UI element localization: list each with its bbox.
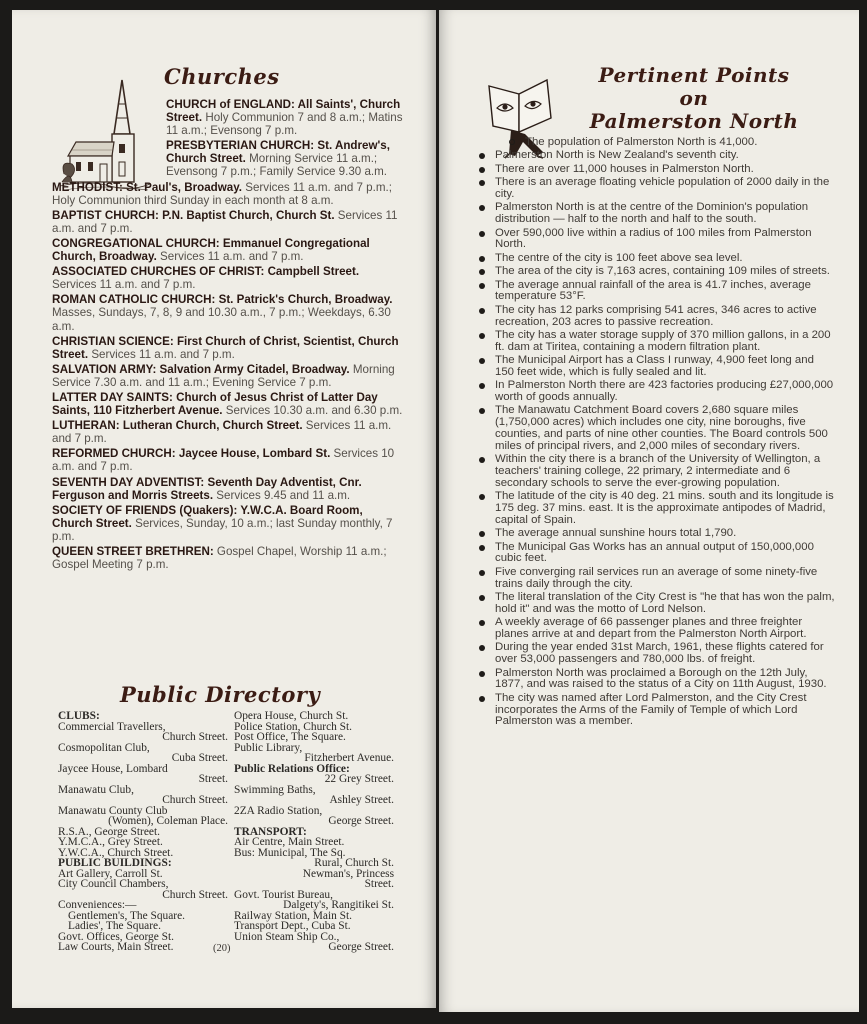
fact-item: Palmerston North was proclaimed a Borough on the 12th July, 1877, and was raised to the status of a City on 11th August, 1930. (479, 668, 835, 692)
directory-line: Fitzherbert Avenue. (304, 752, 394, 764)
fact-item: Over 590,000 live within a radius of 100 miles from Palmerston North. (479, 228, 835, 252)
fact-item: The literal translation of the City Crest is "he that has won the palm, hold it" and was the motto of Lord Nelson. (479, 592, 835, 616)
churches-heading: Churches (164, 64, 280, 89)
fact-item: Five converging rail services run an average of some ninety-five trains daily through the city. (479, 567, 835, 591)
directory-line: Manawatu County Club (58, 804, 168, 817)
directory-line: Law Courts, Main Street. (58, 941, 174, 953)
bullet-icon (479, 494, 485, 500)
directory-line: City Council Chambers, (58, 878, 169, 890)
bullet-icon (479, 595, 485, 601)
bullet-icon (479, 167, 485, 173)
bullet-icon (479, 671, 485, 677)
directory-line: Opera House, Church St. (234, 710, 349, 722)
fact-item: During the year ended 31st March, 1961, these flights catered for over 53,000 passengers and 780,000 lbs. of freight. (479, 642, 835, 666)
church-entry: CHRISTIAN SCIENCE: First Church of Christ, Scientist, Church Street. Services 11 a.m. and 7 p.m. (52, 334, 399, 361)
directory-line: Manawatu Club, (58, 783, 134, 796)
church-entry: ROMAN CATHOLIC CHURCH: St. Patrick's Church, Broadway. Masses, Sundays, 7, 8, 9 and 10.30 a.m., 7 p.m.; Weekdays, 6.30 a.m. (52, 293, 393, 333)
directory-line: Bus: Municipal, The Sq. (234, 846, 346, 859)
church-entry: CHURCH of ENGLAND: All Saints', Church Street. Holy Communion 7 and 8 a.m.; Matins 11 a.m.; Evensong 7 p.m. (166, 98, 403, 138)
fact-item: A weekly average of 66 passenger planes and three freighter planes arrive at and depart from the Palmerston North Airport. (479, 617, 835, 641)
directory-line: Y.M.C.A., Grey Street. (58, 836, 163, 848)
bullet-icon (479, 283, 485, 289)
pertinent-points-heading (569, 64, 819, 133)
directory-line: George Street. (328, 815, 394, 827)
bullet-icon (479, 358, 485, 364)
directory-column-right (234, 711, 394, 953)
bullet-icon (479, 180, 485, 186)
fact-item: The Municipal Gas Works has an annual output of 150,000,000 cubic feet. (479, 542, 835, 566)
directory-line: Cosmopolitan Club, (58, 741, 150, 754)
directory-line: PUBLIC BUILDINGS: (58, 857, 172, 869)
directory-line: Art Gallery, Carroll St. (58, 867, 163, 880)
bullet-icon (479, 333, 485, 339)
directory-line: Conveniences:— (58, 899, 137, 911)
directory-line: Church Street. (162, 794, 228, 806)
right-page (439, 10, 859, 1012)
directory-line: Transport Dept., Cuba St. (234, 920, 351, 932)
fact-item: The city has 12 parks comprising 541 acres, 346 acres to active recreation, 203 acres to passive recreation. (479, 305, 835, 329)
directory-line: Dalgety's, Rangitikei St. (283, 899, 394, 911)
page-number: (20) (213, 943, 231, 954)
fact-item: The population of Palmerston North is 41,000. (509, 137, 835, 149)
bullet-icon (479, 531, 485, 537)
bullet-icon (479, 696, 485, 702)
directory-line: Gentlemen's, The Square. (68, 909, 185, 922)
fact-item: In Palmerston North there are 423 factories producing £27,000,000 worth of goods annually. (479, 380, 835, 404)
directory-line: Jaycee House, Lombard (58, 762, 168, 775)
directory-line: Govt. Tourist Bureau, (234, 888, 333, 901)
directory-line: Church Street. (162, 888, 228, 901)
bullet-icon (479, 308, 485, 314)
church-entry: REFORMED CHURCH: Jaycee House, Lombard St. Services 10 a.m. and 7 p.m. (52, 447, 395, 474)
church-entry: SEVENTH DAY ADVENTIST: Seventh Day Adventist, Cnr. Ferguson and Morris Streets. Services 9.45 and 11 a.m. (52, 475, 362, 502)
fact-item: There are over 11,000 houses in Palmerston North. (479, 164, 835, 176)
fact-item: The city was named after Lord Palmerston, and the City Crest incorporates the Arms of the Family of Temple of which Lord Palmerston was a member. (479, 693, 835, 728)
directory-line: Rural, Church St. (314, 857, 394, 869)
church-entry: QUEEN STREET BRETHREN: Gospel Chapel, Worship 11 a.m.; Gospel Meeting 7 p.m. (52, 545, 387, 572)
facts-list (479, 137, 835, 730)
church-entry: SOCIETY OF FRIENDS (Quakers): Y.W.C.A. Board Room, Church Street. Services, Sunday, 10 a.m.; last Sunday monthly, 7 p.m. (52, 503, 393, 543)
directory-line: Y.W.C.A., Church Street. (58, 846, 174, 859)
fact-item: The average annual sunshine hours total 1,790. (479, 528, 835, 540)
left-page (12, 10, 436, 1008)
fact-item: The latitude of the city is 40 deg. 21 mins. south and its longitude is 175 deg. 37 mins. east. It is the approximate antipodes of Madrid, capital of Spain. (479, 491, 835, 526)
directory-line: Police Station, Church St. (234, 720, 353, 733)
directory-line: Post Office, The Square. (234, 731, 346, 743)
title-line: Pertinent Points (598, 63, 790, 87)
bullet-icon (479, 269, 485, 275)
church-entry: LUTHERAN: Lutheran Church, Church Street. Services 11 a.m. and 7 p.m. (52, 419, 392, 446)
directory-line: Govt. Offices, George St. (58, 930, 174, 943)
bullet-icon (479, 408, 485, 414)
bullet-icon (479, 383, 485, 389)
directory-line: Newman's, Princess (302, 867, 394, 880)
fact-item: Within the city there is a branch of the University of Wellington, a teachers' training college, 22 primary, 2 intermediate and 6 secondary schools to serve the ever-growing population. (479, 454, 835, 489)
directory-line: Street. (198, 773, 228, 785)
church-entry: BAPTIST CHURCH: P.N. Baptist Church, Church St. Services 11 a.m. and 7 p.m. (52, 208, 398, 235)
directory-line: CLUBS: (58, 710, 100, 722)
fact-item: Palmerston North is New Zealand's seventh city. (479, 150, 835, 162)
fact-item: The average annual rainfall of the area is 41.7 inches, average temperature 53°F. (479, 280, 835, 304)
directory-line: Public Relations Office: (234, 762, 350, 775)
fact-item: The Manawatu Catchment Board covers 2,680 square miles (1,750,000 acres) which includes one city, nine boroughs, five counties, and parts of nine other counties. The Board controls 500 miles of principal rivers, and 2,000 miles of secondary rivers. (479, 405, 835, 452)
directory-line: Railway Station, Main St. (234, 909, 353, 922)
directory-line: (Women), Coleman Place. (108, 815, 228, 827)
fact-item: The Municipal Airport has a Class I runway, 4,900 feet long and 150 feet wide, which is fully sealed and lit. (479, 355, 835, 379)
church-entry: METHODIST: St. Paul's, Broadway. Services 11 a.m. and 7 p.m.; Holy Communion third Sunday in each month at 8 a.m. (52, 180, 392, 207)
church-entry: LATTER DAY SAINTS: Church of Jesus Christ of Latter Day Saints, 110 Fitzherbert Avenue. Services 10.30 a.m. and 6.30 p.m. (52, 390, 403, 418)
title-line: Palmerston North (589, 109, 799, 133)
fact-item: There is an average floating vehicle population of 2000 daily in the city. (479, 177, 835, 201)
bullet-icon (479, 620, 485, 626)
directory-line: R.S.A., George Street. (58, 825, 160, 838)
directory-line: Church Street. (162, 731, 228, 743)
directory-line: George Street. (328, 941, 394, 953)
directory-line: Commercial Travellers, (58, 720, 166, 733)
bullet-icon (479, 457, 485, 463)
ring-bullet-icon (509, 139, 515, 145)
bullet-icon (479, 205, 485, 211)
bullet-icon (479, 570, 485, 576)
directory-line: 22 Grey Street. (324, 773, 394, 785)
church-entry: PRESBYTERIAN CHURCH: St. Andrew's, Church Street. Morning Service 11 a.m.; Evensong 7 p.m.; Family Service 9.30 a.m. (166, 139, 390, 179)
church-entry: ASSOCIATED CHURCHES OF CHRIST: Campbell Street. Services 11 a.m. and 7 p.m. (52, 265, 360, 292)
fact-item: Palmerston North is at the centre of the Dominion's population distribution — half to the north and half to the south. (479, 202, 835, 226)
directory-line: Street. (364, 878, 394, 890)
church-entry: CONGREGATIONAL CHURCH: Emmanuel Congregational Church, Broadway. Services 11 a.m. and 7 p.m. (52, 236, 370, 264)
bullet-icon (479, 231, 485, 237)
directory-line: Ashley Street. (329, 794, 394, 806)
title-line: on (679, 86, 709, 110)
directory-line: Swimming Baths, (234, 783, 316, 796)
fact-item: The city has a water storage supply of 370 million gallons, in a 200 ft. dam at Tiritea, containing a modern filtration plant. (479, 330, 835, 354)
fact-item: The centre of the city is 100 feet above sea level. (479, 253, 835, 265)
directory-line: Cuba Street. (171, 752, 228, 764)
directory-line: Ladies', The Square. (68, 920, 161, 932)
directory-line: 2ZA Radio Station, (234, 804, 323, 817)
directory-line: Union Steam Ship Co., (234, 930, 340, 943)
directory-line: Air Centre, Main Street. (234, 836, 345, 848)
directory-column-left (58, 711, 228, 953)
bullet-icon (479, 256, 485, 262)
bullet-icon (479, 645, 485, 651)
public-directory-heading: Public Directory (120, 682, 321, 707)
bullet-icon (479, 545, 485, 551)
bullet-icon (479, 153, 485, 159)
churches-list (52, 98, 404, 573)
church-entry: SALVATION ARMY: Salvation Army Citadel, Broadway. Morning Service 7.30 a.m. and 11 a.m.; Evening Service 7 p.m. (52, 362, 395, 389)
fact-item: The area of the city is 7,163 acres, containing 109 miles of streets. (479, 266, 835, 278)
directory-line: Public Library, (234, 741, 303, 754)
directory-line: TRANSPORT: (234, 825, 307, 838)
